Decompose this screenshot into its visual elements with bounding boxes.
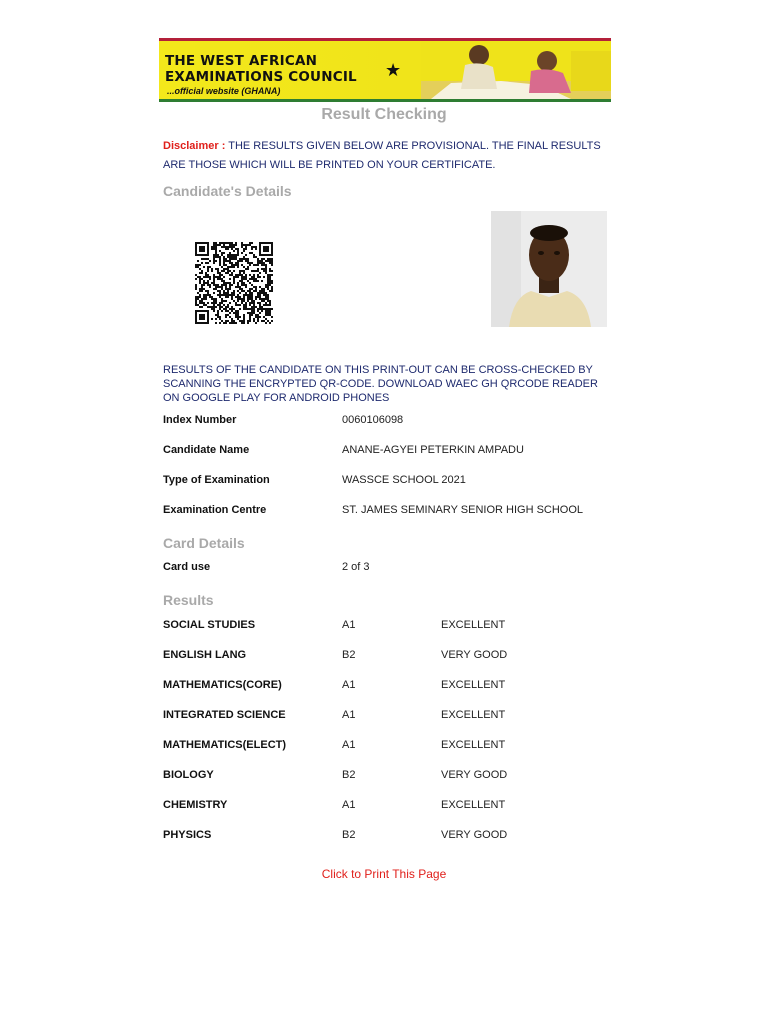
result-remark: EXCELLENT bbox=[441, 739, 506, 751]
result-subject: MATHEMATICS(CORE) bbox=[163, 679, 282, 691]
banner-title-line1: THE WEST AFRICAN bbox=[165, 53, 318, 69]
detail-value: ST. JAMES SEMINARY SENIOR HIGH SCHOOL bbox=[342, 504, 584, 516]
page-title: Result Checking bbox=[321, 106, 447, 123]
result-row bbox=[163, 619, 623, 635]
students-illustration bbox=[421, 41, 611, 99]
result-row bbox=[163, 799, 623, 815]
detail-label: Type of Examination bbox=[163, 474, 270, 486]
disclaimer bbox=[163, 137, 613, 175]
detail-row-exam-centre bbox=[163, 504, 623, 520]
detail-value: 0060106098 bbox=[342, 414, 404, 426]
detail-label: Card use bbox=[163, 561, 211, 573]
result-grade: B2 bbox=[342, 769, 356, 781]
result-remark: VERY GOOD bbox=[441, 649, 508, 661]
result-grade: A1 bbox=[342, 709, 356, 721]
result-grade: A1 bbox=[342, 619, 356, 631]
banner-subtitle: ...official website (GHANA) bbox=[167, 86, 281, 96]
result-remark: EXCELLENT bbox=[441, 799, 506, 811]
result-remark: EXCELLENT bbox=[441, 619, 506, 631]
result-row bbox=[163, 769, 623, 785]
result-row bbox=[163, 829, 623, 845]
detail-row-index-number bbox=[163, 414, 623, 430]
candidate-photo bbox=[491, 211, 607, 327]
result-subject: PHYSICS bbox=[163, 829, 212, 841]
detail-label: Candidate Name bbox=[163, 444, 250, 456]
disclaimer-text: THE RESULTS GIVEN BELOW ARE PROVISIONAL. THE FINAL RESULTS ARE THOSE WHICH WILL BE PRINTED ON YOUR CERTIFICATE. bbox=[163, 140, 601, 171]
result-subject: SOCIAL STUDIES bbox=[163, 619, 256, 631]
result-subject: CHEMISTRY bbox=[163, 799, 228, 811]
detail-row-exam-type bbox=[163, 474, 623, 490]
qr-code bbox=[195, 242, 273, 324]
detail-value: WASSCE SCHOOL 2021 bbox=[342, 474, 466, 486]
result-grade: A1 bbox=[342, 739, 356, 751]
result-grade: A1 bbox=[342, 679, 356, 691]
detail-value: 2 of 3 bbox=[342, 561, 370, 573]
results-heading: Results bbox=[163, 592, 214, 608]
result-subject: INTEGRATED SCIENCE bbox=[163, 709, 286, 721]
result-subject: BIOLOGY bbox=[163, 769, 214, 781]
result-row bbox=[163, 649, 623, 665]
result-grade: B2 bbox=[342, 649, 356, 661]
result-subject: ENGLISH LANG bbox=[163, 649, 247, 661]
banner-title-line2: EXAMINATIONS COUNCIL bbox=[165, 69, 357, 85]
star-icon: ★ bbox=[385, 60, 402, 80]
detail-row-card-use bbox=[163, 561, 623, 577]
result-row bbox=[163, 679, 623, 695]
detail-value: ANANE-AGYEI PETERKIN AMPADU bbox=[342, 444, 524, 456]
detail-row-candidate-name bbox=[163, 444, 623, 460]
print-page-link[interactable]: Click to Print This Page bbox=[321, 867, 447, 881]
result-grade: A1 bbox=[342, 799, 356, 811]
qr-instruction-note: RESULTS OF THE CANDIDATE ON THIS PRINT-OUT CAN BE CROSS-CHECKED BY SCANNING THE ENCRYPTED QR-CODE. DOWNLOAD WAEC GH QRCODE READER ON GOOGLE PLAY FOR ANDROID PHONES bbox=[163, 364, 598, 404]
result-subject: MATHEMATICS(ELECT) bbox=[163, 739, 287, 751]
waec-banner bbox=[159, 38, 611, 102]
detail-label: Examination Centre bbox=[163, 504, 267, 516]
result-remark: VERY GOOD bbox=[441, 829, 508, 841]
result-row bbox=[163, 739, 623, 755]
detail-label: Index Number bbox=[163, 414, 237, 426]
result-remark: VERY GOOD bbox=[441, 769, 508, 781]
result-remark: EXCELLENT bbox=[441, 679, 506, 691]
disclaimer-label: Disclaimer : bbox=[163, 140, 226, 152]
result-row bbox=[163, 709, 623, 725]
result-grade: B2 bbox=[342, 829, 356, 841]
candidate-details-heading: Candidate's Details bbox=[163, 183, 292, 199]
result-remark: EXCELLENT bbox=[441, 709, 506, 721]
card-details-heading: Card Details bbox=[163, 535, 245, 551]
